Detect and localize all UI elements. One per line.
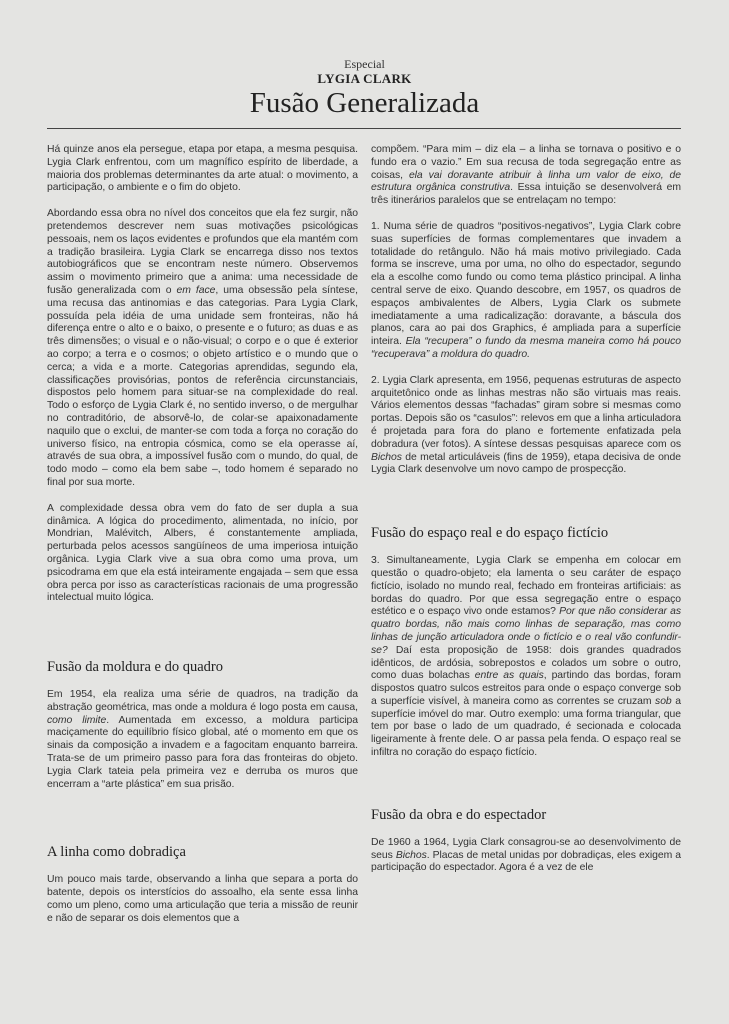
paragraph: A complexidade dessa obra vem do fato de ser dupla a sua dinâmica. A lógica do procedimento, alimentada, no início, por Mondrian, Malévitch, Albers, é constantemente ampliada, perturbada pelos acessos sangüíneos de uma imperiosa intuição orgânica. Lygia Clark vive a sua obra como uma prova, um psicodrama em que ela está inteiramente engajada – sem que essa obra perca por isso as características racionais de uma progressão intelectual muito lógica.: [47, 502, 358, 604]
italic-run: Ela “recupera” o fundo da mesma maneira como há pouco “recuperava” a moldura do quadro.: [371, 336, 682, 360]
section-heading: Fusão da obra e do espectador: [371, 806, 547, 823]
text-run: Daí esta proposição de 1958: dois grandes quadrados idênticos, de ardósia, sobrepostos e colados um sobre o outro, como duas bolachas: [371, 644, 681, 682]
text-run: de metal articuláveis (fins de 1959), etapa decisiva de onde Lygia Clark desenvolve um novo campo de prospecção.: [371, 451, 681, 476]
text-run: 1. Numa série de quadros “positivos-negativos”, Lygia Clark cobre suas superfícies de formas complementares que invadem a totalidade do retângulo. Não há mais motivo privilegiado. Cada forma se inscreve, uma por uma, no olho do espectador, segundo ela a escolhe como fundo ou como tema plástico principal. A linha central serve de eixo. Quando descobre, em 1957, os quadros de espaços ambivalentes de Albers, Lygia Clark os submete imediatamente a uma radicalização: doravante, a báscula dos planos, cara ao pai dos Graphics, é ampliada para a superfície inteira.: [371, 220, 681, 348]
left-column: [47, 144, 358, 926]
text-run: . Essa intuição se desenvolverá em três itinerários paralelos que se entrelaçam no tempo:: [371, 182, 681, 207]
text-run: Abordando essa obra no nível dos conceitos que ela fez surgir, não pretendemos descrever nem suas motivações psicológicas pessoais, nem os laços evidentes e profundos que ela mantém com a tradição brasileira. Lygia Clark se encarrega disso nos textos autobiográficos que se encontram neste número. Observemos assim o movimento primeiro que a anima: uma necessidade de fusão generalizada com o: [47, 208, 358, 296]
paragraph: Um pouco mais tarde, observando a linha que separa a porta do batente, depois os interstícios do assoalho, ela sente essa linha como um pleno, como uma articulação que teria a missão de reunir e não de separar os dois elementos que a: [47, 874, 358, 924]
italic-run: ela vai doravante atribuir à linha um valor de eixo, de estrutura orgânica construtiva: [371, 169, 681, 194]
paragraph: [47, 689, 358, 791]
section-heading: Fusão do espaço real e do espaço fictício: [371, 525, 609, 542]
italic-run: como limite: [47, 714, 107, 726]
text-run: a superfície imóvel do mar. Outro exemplo: uma forma triangular, que tem por base o lado de um quadrado, é secionada e colocada ligeiramente à frente dele. O ar passa pela fenda. O espaço real se infiltra no coração do espaço fictício.: [371, 695, 681, 759]
text-run: . Placas de metal unidas por dobradiças, eles exigem a participação do espectador. Agora é a vez de ele: [371, 849, 681, 874]
paragraph: [371, 144, 681, 208]
section-kicker: Especial: [344, 57, 385, 71]
paragraph: [47, 208, 358, 490]
paragraph: [371, 837, 681, 875]
italic-run: Por que não considerar as quatro bordas, não mais como linhas de separação, mas como linhas de junção articuladora onde o fictício e o real vão confundir-se?: [371, 606, 681, 656]
paragraph: Há quinze anos ela persegue, etapa por etapa, a mesma pesquisa. Lygia Clark enfrentou, com um magnífico espírito de liberdade, a maioria dos problemas determinantes da arte atual: o movimento, a participação, o ambiente e o fim do objeto.: [47, 144, 358, 194]
italic-run: em face: [176, 284, 216, 296]
text-run: Em 1954, ela realiza uma série de quadros, na tradição da abstração geométrica, mas onde a moldura é logo posta em causa,: [47, 689, 358, 713]
paragraph: [371, 555, 681, 760]
text-run: , uma obsessão pela síntese, uma recusa das antinomias e das categorias. Para Lygia Clark, possuída pela idéia de uma unidade sem fronteiras, não há diferença entre o alto e o baixo, o presente e o futuro; as duas e as três dimensões; o visual e o não-visual; o corpo e o que é exterior ao corpo; a terra e o cosmos; o objeto artístico e o mundo que o cerca; a vida e a morte. Categorias aprendidas, segundo ela, classificações provisórias, pontos de referência circunstanciais, dispostos pelo homem para situar-se na complexidade do real. Todo o esforço de Lygia Clark é, no sentido inverso, o de mergulhar no contraditório, de absorvê-lo, de colar-se apaixonadamente naquilo que o exclui, de manter-se com toda a força no coração do universo físico, na entropia cósmica, como se ela operasse aí, através de sua obra, a impossível fusão com o mundo, do qual, de todo modo – como ela bem sabe –, todo homem é separado no final por sua morte.: [47, 284, 358, 488]
article-header: [0, 57, 729, 120]
text-run: 2. Lygia Clark apresenta, em 1956, pequenas estruturas de aspecto arquitetônico onde as linhas mestras não são virtuais mas reais. Vários elementos dessas “fachadas” giram sobre si mesmas como portas. Depois são os “casulos”: relevos em que a linha articuladora é projetada para fora do plano e fortemente enfatizada pela dobradura (ver fotos). A síntese dessas pesquisas aparece com os: [371, 374, 681, 450]
text-run: , partindo das bordas, foram dispostos quatro sulcos estreitos para onde o espaço converge sob a superfície visível, à maneira como as correntes se cruzam: [371, 670, 681, 707]
text-run: . Aumentada em excesso, a moldura participa maciçamente do equilíbrio físico global, até o momento em que os sinais da composição a invadem e a fagocitam enquanto barreira. Trata-se de um primeiro passo para fora das fronteiras do objeto. Lygia Clark tateia pela primeira vez e derruba os muros que encerram a “arte plástica” em sua prisão.: [47, 714, 358, 790]
section-heading: Fusão da moldura e do quadro: [47, 659, 223, 676]
text-run: 3. Simultaneamente, Lygia Clark se empenha em colocar em questão o quadro-objeto; ela lamenta o seu caráter de espaço fictício, isolado no mundo real, fechado em fronteiras artificiais: as bordas do quadro. Por que essa segregação entre o espaço estético e o espaço vivo onde estamos?: [371, 555, 681, 618]
article-subtitle: LYGIA CLARK: [317, 71, 412, 86]
right-column: [371, 144, 681, 875]
section-heading: A linha como dobradiça: [47, 844, 186, 861]
paragraph: [371, 375, 681, 477]
article-title: Fusão Generalizada: [249, 87, 480, 119]
italic-run: Bichos: [371, 451, 402, 463]
italic-run: entre as quais: [474, 670, 544, 682]
paragraph: [371, 221, 681, 362]
text-run: compõem. “Para mim – diz ela – a linha se tornava o positivo e o fundo era o vazio.” Em sua recusa de toda segregação entre as coisas,: [371, 144, 681, 181]
italic-run: sob: [655, 695, 672, 707]
italic-run: Bichos: [395, 849, 427, 861]
title-rule: [47, 128, 681, 129]
text-run: De 1960 a 1964, Lygia Clark consagrou-se ao desenvolvimento de seus: [371, 836, 681, 861]
